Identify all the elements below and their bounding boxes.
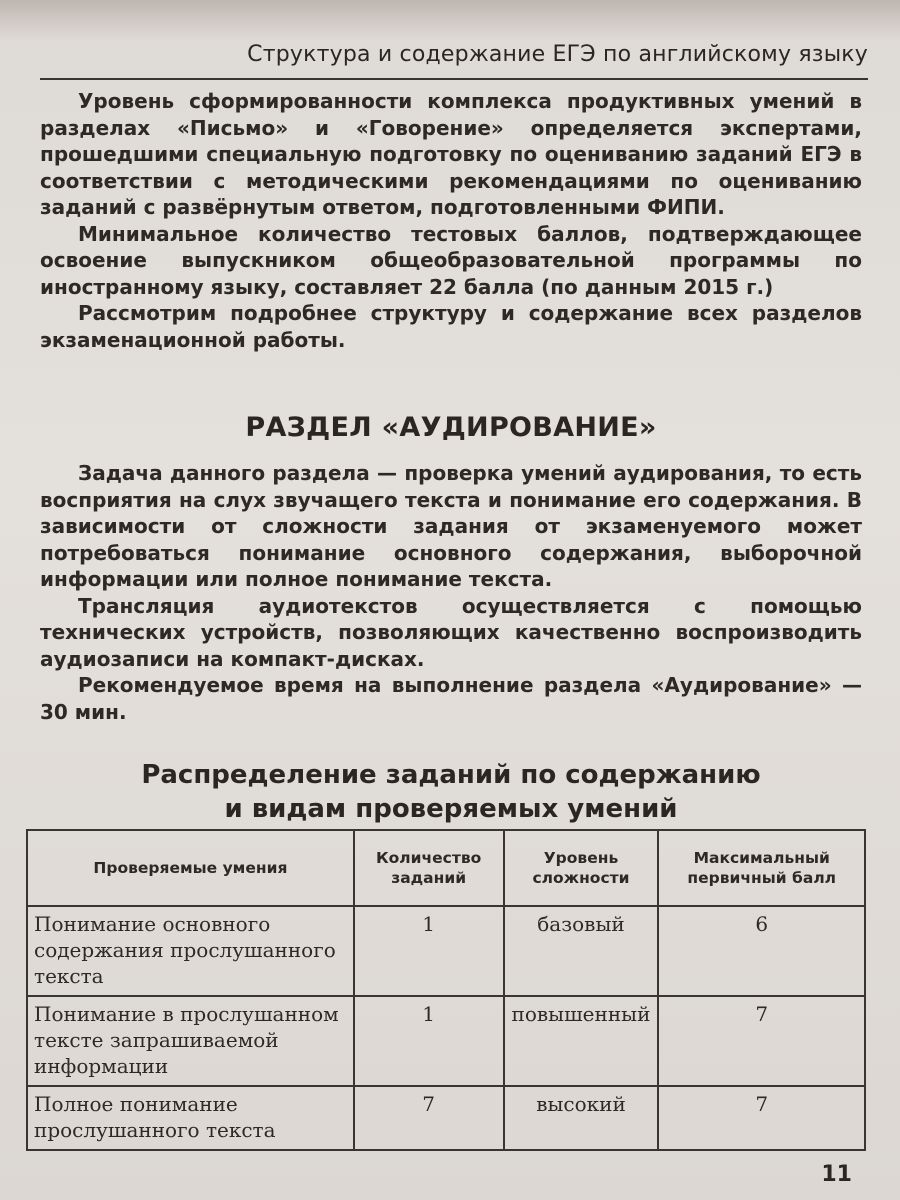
paragraph: Минимальное количество тестовых баллов, подтверждающее освоение выпускником общеобразовательной программы по иностранному языку, составляет 22 балла (по данным 2015 г.) bbox=[40, 221, 862, 299]
header-skill: Проверяемые умения bbox=[27, 830, 354, 906]
page-number: 11 bbox=[821, 1162, 852, 1187]
cell-count: 1 bbox=[354, 906, 504, 996]
paragraph: Задача данного раздела — проверка умений аудирования, то есть восприятия на слух звучащего текста и понимание его содержания. В зависимости от сложности задания от экзаменуемого может потребоваться понимание основного содержания, выборочной информации или полное понимание текста. bbox=[40, 461, 862, 591]
section-text bbox=[40, 460, 862, 725]
cell-max-score: 7 bbox=[658, 1086, 865, 1150]
table-row bbox=[27, 996, 865, 1086]
table-header-row bbox=[27, 830, 865, 906]
skills-table bbox=[26, 829, 866, 1151]
page-edge-shadow bbox=[0, 0, 900, 40]
header-max-score: Максимальный первичный балл bbox=[658, 830, 865, 906]
cell-count: 1 bbox=[354, 996, 504, 1086]
cell-skill: Полное понимание прослушанного текста bbox=[27, 1086, 354, 1150]
running-head: Структура и содержание ЕГЭ по английскому языку bbox=[40, 40, 868, 80]
table-row bbox=[27, 906, 865, 996]
paragraph: Рекомендуемое время на выполнение раздела «Аудирование» — 30 мин. bbox=[40, 673, 862, 724]
cell-count: 7 bbox=[354, 1086, 504, 1150]
cell-level: высокий bbox=[504, 1086, 659, 1150]
table-title-line: Распределение заданий по содержанию bbox=[141, 760, 761, 790]
cell-max-score: 7 bbox=[658, 996, 865, 1086]
intro-text bbox=[40, 88, 862, 353]
cell-level: базовый bbox=[504, 906, 659, 996]
cell-level: повышенный bbox=[504, 996, 659, 1086]
cell-skill: Понимание основного содержания прослушанного текста bbox=[27, 906, 354, 996]
paragraph: Трансляция аудиотекстов осуществляется с помощью технических устройств, позволяющих качественно воспроизводить аудиозаписи на компакт-дисках. bbox=[40, 593, 862, 671]
table-title bbox=[40, 758, 862, 826]
header-level: Уровень сложности bbox=[504, 830, 659, 906]
cell-max-score: 6 bbox=[658, 906, 865, 996]
cell-skill: Понимание в прослушанном тексте запрашиваемой информации bbox=[27, 996, 354, 1086]
paragraph: Рассмотрим подробнее структуру и содержание всех разделов экзаменационной работы. bbox=[40, 301, 862, 352]
paragraph: Уровень сформированности комплекса продуктивных умений в разделах «Письмо» и «Говорение» определяется экспертами, прошедшими специальную подготовку по оцениванию заданий ЕГЭ в соответствии с методическими рекомендациями по оцениванию заданий с развёрнутым ответом, подготовленными ФИПИ. bbox=[40, 89, 862, 219]
header-count: Количество заданий bbox=[354, 830, 504, 906]
table-row bbox=[27, 1086, 865, 1150]
section-title: РАЗДЕЛ «АУДИРОВАНИЕ» bbox=[245, 412, 657, 443]
table-title-line: и видам проверяемых умений bbox=[224, 794, 678, 824]
